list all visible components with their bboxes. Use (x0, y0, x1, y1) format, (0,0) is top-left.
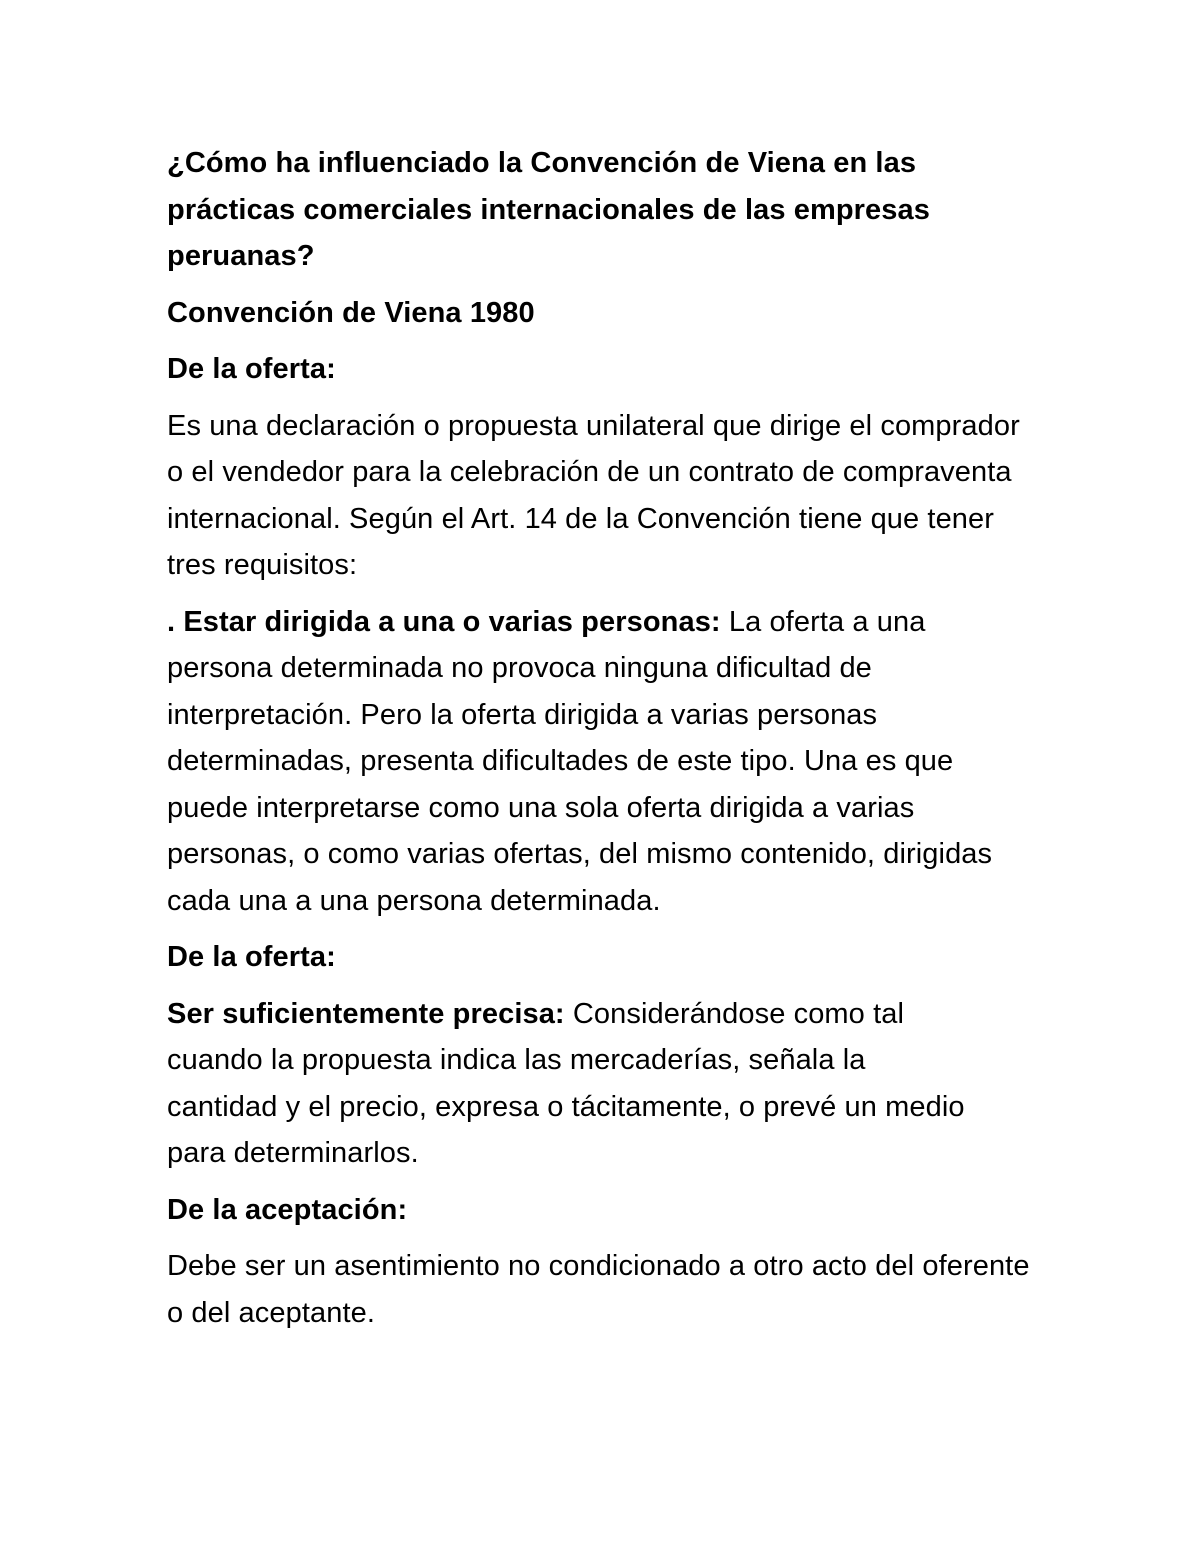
section-body-oferta: Es una declaración o propuesta unilateral que dirige el comprador o el vendedor para la celebración de un contrato de compraventa internacional. Según el Art. 14 de la Convención tiene que tener tres requisitos: (167, 409, 1020, 581)
section-heading-aceptacion: De la aceptación: (167, 1193, 408, 1226)
section-heading-oferta-2: De la oferta: (167, 941, 336, 973)
section-heading-oferta: De la oferta: (167, 353, 336, 385)
document-question: ¿Cómo ha influenciado la Convención de Viena en las prácticas comerciales internacionales de las empresas peruanas? (167, 147, 930, 272)
requirement-paragraph-1 (167, 599, 997, 925)
requirement-label-2: Ser suficientemente precisa: (167, 997, 565, 1030)
requirement-text-1: La oferta a una persona determinada no provoca ninguna dificultad de interpretación. Pero la oferta dirigida a varias personas determinadas, presenta dificultades de este tipo. Una es que puede interpretarse como una sola oferta dirigida a varias personas, o como varias ofertas, del mismo contenido, dirigidas cada una a una persona determinada. (167, 605, 993, 917)
requirement-label-1: . Estar dirigida a una o varias personas: (167, 605, 721, 638)
requirement-paragraph-2 (167, 991, 967, 1177)
document-subtitle: Convención de Viena 1980 (167, 296, 535, 329)
requirement-text-2: Considerándose como tal cuando la propuesta indica las mercaderías, señala la cantidad y el precio, expresa o tácitamente, o prevé un medio para determinarlos. (167, 997, 965, 1169)
document-page (167, 140, 1037, 1336)
section-body-aceptacion: Debe ser un asentimiento no condicionado a otro acto del oferente o del aceptante. (167, 1250, 1030, 1329)
